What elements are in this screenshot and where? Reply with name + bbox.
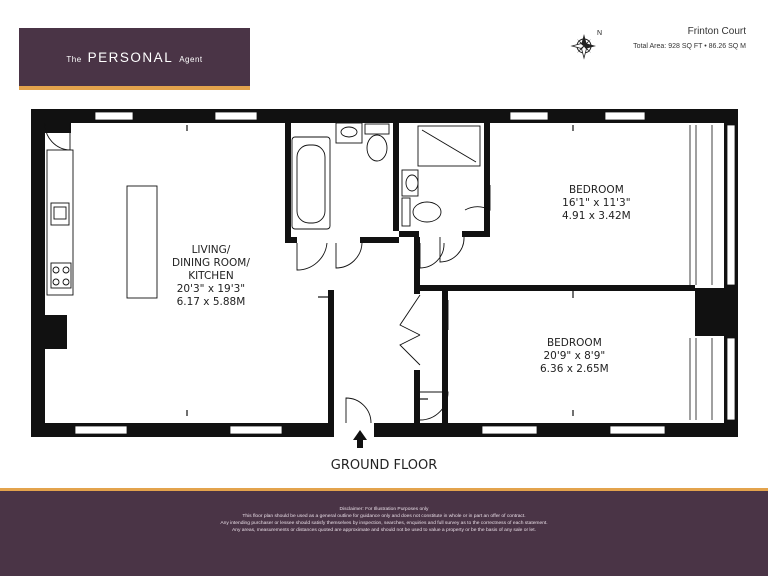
room-dimensions-metric: 6.17 x 5.88M [176, 296, 246, 308]
room-name-line2: DINING ROOM/ [172, 257, 250, 269]
room-label-bedroom-2 [540, 337, 609, 376]
logo-name: PERSONAL [87, 49, 174, 65]
room-name-line3: KITCHEN [188, 270, 234, 282]
room-name-line1: LIVING/ [191, 244, 231, 256]
kitchen-units [47, 150, 157, 298]
property-area: Total Area: 928 SQ FT • 86.26 SQ M [633, 43, 746, 50]
room-label-living [172, 244, 250, 309]
logo-agent: Agent [179, 54, 203, 64]
disclaimer-line: Any intending purchaser or lessee should satisfy themselves by inspection, searches, enquiries and full survey as to the correctness of each statement. [220, 521, 548, 526]
room-dimensions-imperial: 16'1" x 11'3" [562, 197, 631, 209]
disclaimer-footer [0, 491, 768, 576]
room-name: BEDROOM [568, 184, 624, 196]
compass-north-label: N [597, 30, 603, 37]
bathroom-fittings [292, 123, 480, 229]
room-label-bedroom-1 [562, 184, 631, 223]
room-dimensions-imperial: 20'9" x 8'9" [543, 350, 606, 362]
floor-label: GROUND FLOOR [330, 458, 438, 473]
disclaimer-heading: Disclaimer: For Illustration Purposes only [339, 507, 429, 512]
front-door-gap [334, 423, 374, 437]
room-dimensions-metric: 6.36 x 2.65M [540, 363, 609, 375]
room-dimensions-imperial: 20'3" x 19'3" [176, 283, 246, 295]
disclaimer-line: Any areas, measurements or distances quoted are approximate and should not be used to value a property or be the basis of any sale or let. [232, 528, 536, 533]
room-name: BEDROOM [546, 337, 602, 349]
logo-the: The [66, 54, 82, 64]
disclaimer-line: This floor plan should be used as a general outline for guidance only and does not constitute in whole or in part an offer of contract. [242, 514, 526, 519]
interior-walls [285, 123, 695, 437]
door-swings [45, 123, 490, 423]
property-title: Frinton Court [687, 26, 746, 37]
wardrobe-doors [690, 125, 712, 420]
room-dimensions-metric: 4.91 x 3.42M [562, 210, 631, 222]
